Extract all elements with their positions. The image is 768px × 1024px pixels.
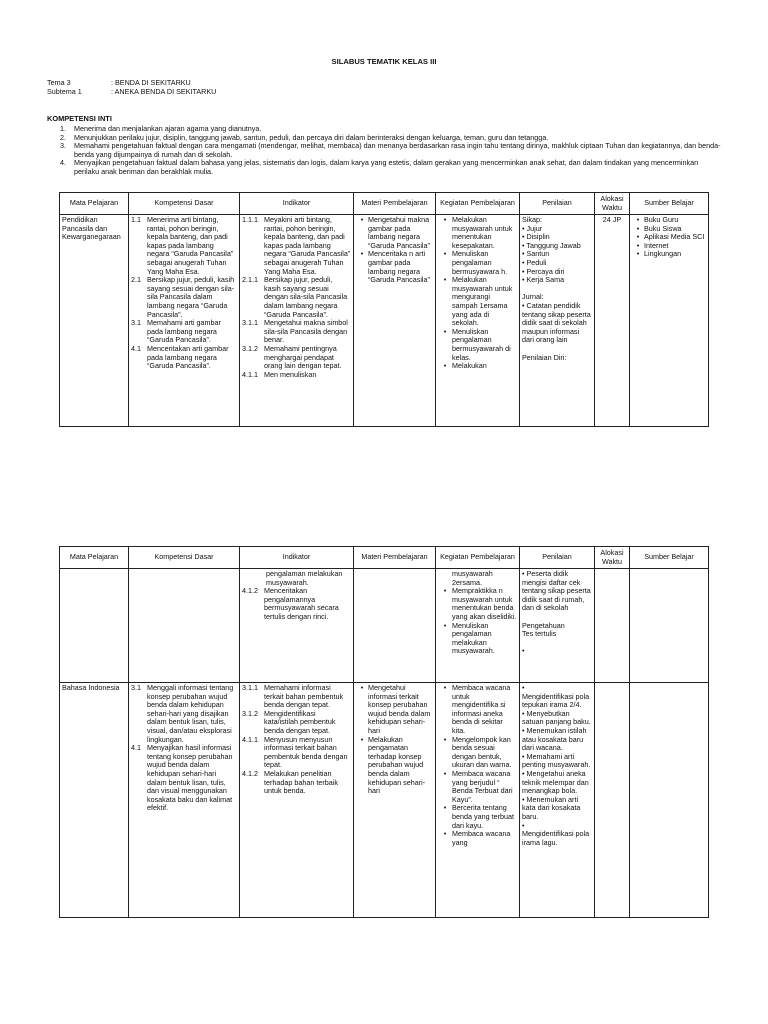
bullet-icon: • bbox=[636, 240, 640, 250]
header-indikator: Indikator bbox=[240, 547, 354, 569]
cell-penilaian bbox=[520, 683, 595, 918]
indikator-item-text: Mengidentifikasi kata/istilah pembentuk benda dengan tepat. bbox=[264, 708, 336, 735]
penilaian-line: • Peduli bbox=[522, 257, 547, 267]
penilaian-line: Sikap: bbox=[522, 215, 542, 224]
cell-sumber bbox=[630, 683, 709, 918]
kegiatan-item-text: Membaca wacana untuk mengidentifika si informasi aneka benda di sekitar kita. bbox=[452, 683, 511, 735]
header-penilaian: Penilaian bbox=[520, 193, 595, 215]
materi-item-text: Menceritaka n arti gambar pada lambang negara “Garuda Pancasila” bbox=[368, 249, 430, 285]
header-alokasi: Alokasi Waktu bbox=[595, 193, 630, 215]
header-mapel: Mata Pelajaran bbox=[60, 547, 129, 569]
indikator-item-number: 2.1.1 bbox=[242, 275, 258, 285]
kd-item bbox=[131, 319, 237, 345]
penilaian-line: • Percaya diri bbox=[522, 266, 565, 276]
ki-item-number: 3. bbox=[60, 141, 66, 151]
kegiatan-item bbox=[438, 770, 517, 804]
kd-item bbox=[131, 216, 237, 276]
header-alokasi: Alokasi Waktu bbox=[595, 547, 630, 569]
bullet-icon: • bbox=[443, 829, 447, 839]
kegiatan-item-text: Membaca wacana yang bbox=[452, 829, 511, 847]
kegiatan-item bbox=[438, 362, 517, 371]
document-title: SILABUS TEMATIK KELAS III bbox=[331, 57, 437, 66]
indikator-item-text: Menyusun menyusun informasi terkait bahan pembentuk benda dengan tepat. bbox=[264, 734, 348, 770]
kd-item-text: Menerima arti bintang, rantai, pohon beringin, kepala banteng, dan padi kapas pada lambang negara “Garuda Pancasila” sebagai anugerah Tuhan Yang Maha Esa. bbox=[147, 215, 234, 276]
table-header-row bbox=[60, 193, 709, 215]
kegiatan-item bbox=[438, 736, 517, 770]
ki-item-text: Menunjukkan perilaku jujur, disiplin, tanggung jawab, santun, peduli, dan percaya diri dalam berinteraksi dengan keluarga, teman, guru dan tetangga. bbox=[74, 132, 549, 142]
penilaian-line: • Jujur bbox=[522, 223, 543, 233]
indikator-item bbox=[242, 276, 351, 319]
bullet-icon: • bbox=[443, 275, 447, 285]
materi-item bbox=[356, 216, 433, 250]
kd-item-text: Menyajikan hasil informasi tentang konsep perubahan wujud benda dalam kehidupan sehari-hari dalam bentuk lisan, tulis, dan visual menggunakan kosakata baku dan kalimat efektif. bbox=[147, 743, 233, 813]
indikator-item-number: 3.1.1 bbox=[242, 318, 258, 328]
penilaian-line: • Menemukan arti kata dari kosakata baru. bbox=[522, 794, 581, 821]
subtema-label: Subtema 1 bbox=[47, 87, 82, 96]
indikator-item bbox=[242, 710, 351, 736]
cell-indikator bbox=[240, 569, 354, 683]
kegiatan-continued: musyawarah 2ersama. bbox=[452, 569, 493, 587]
indikator-item-number: 4.1.2 bbox=[242, 768, 258, 778]
cell-alokasi: 24 JP bbox=[595, 215, 630, 427]
table-row bbox=[60, 215, 709, 427]
kd-item bbox=[131, 684, 237, 744]
penilaian-line bbox=[522, 639, 592, 648]
kd-item-text: Menceritakan arti gambar pada lambang negara “Garuda Pancasila”. bbox=[147, 343, 229, 371]
kd-item-text: Memahami arti gambar pada lambang negara “Garuda Pancasila”. bbox=[147, 318, 221, 345]
bullet-icon: • bbox=[360, 215, 364, 224]
tema-value: : BENDA DI SEKITARKU bbox=[111, 78, 191, 87]
materi-item bbox=[356, 684, 433, 736]
syllabus-table-page2 bbox=[59, 546, 709, 918]
header-kegiatan: Kegiatan Pembelajaran bbox=[436, 193, 520, 215]
penilaian-line: Jurnal: bbox=[522, 292, 544, 302]
bullet-icon: • bbox=[636, 215, 640, 224]
indikator-item-number: 4.1.1 bbox=[242, 369, 258, 379]
cell-materi bbox=[354, 215, 436, 427]
penilaian-line: Pengetahuan bbox=[522, 620, 565, 630]
header-mapel: Mata Pelajaran bbox=[60, 193, 129, 215]
penilaian-line: • Kerja Sama bbox=[522, 275, 565, 285]
indikator-item-number: 3.1.2 bbox=[242, 708, 258, 718]
cell-kd bbox=[129, 683, 240, 918]
ki-item-number: 4. bbox=[60, 158, 66, 168]
kegiatan-item bbox=[438, 250, 517, 276]
bullet-icon: • bbox=[360, 734, 364, 744]
cell-materi bbox=[354, 683, 436, 918]
indikator-item-text: Memahami pentingnya menghargai pendapat orang lain dengan tepat. bbox=[264, 343, 342, 371]
ki-item-text: Menerima dan menjalankan ajaran agama yang dianutnya. bbox=[74, 124, 262, 133]
kegiatan-item bbox=[438, 684, 517, 736]
kegiatan-item bbox=[438, 276, 517, 328]
indikator-item bbox=[242, 587, 351, 621]
indikator-item-number: 4.1.1 bbox=[242, 734, 258, 744]
bullet-icon: • bbox=[443, 768, 447, 778]
penilaian-line: • Menemukan istilah atau kosakata baru dari wacana. bbox=[522, 725, 587, 753]
sumber-item-text: Lingkungan bbox=[644, 249, 682, 259]
header-materi: Materi Pembelajaran bbox=[354, 193, 436, 215]
kd-item-number: 1.1 bbox=[131, 215, 141, 224]
indikator-item bbox=[242, 371, 351, 380]
indikator-item-text: Meyakini arti bintang, rantai, pohon beringin, kepala banteng, dan padi kapas pada lambang negara “Garuda Pancasila” sebagai anugerah Tuhan Yang Maha Esa. bbox=[264, 215, 351, 276]
kd-item bbox=[131, 345, 237, 371]
ki-item-number: 1. bbox=[60, 124, 66, 133]
kegiatan-item-text: Melakukan musyawarah untuk mengurangi sampah 1ersama yang ada di sekolah. bbox=[452, 275, 513, 328]
header-kd: Kompetensi Dasar bbox=[129, 193, 240, 215]
sumber-item-text: Aplikasi Media SCI bbox=[644, 232, 705, 242]
bullet-icon: • bbox=[636, 249, 640, 259]
indikator-item bbox=[242, 684, 351, 710]
cell-sumber bbox=[630, 569, 709, 683]
materi-item-text: Melakukan pengamatan terhadap konsep perubahan wujud benda dalam kehidupan sehari-hari bbox=[368, 734, 426, 796]
indikator-item bbox=[242, 216, 351, 276]
header-kegiatan: Kegiatan Pembelajaran bbox=[436, 547, 520, 569]
indikator-item bbox=[242, 345, 351, 371]
cell-kegiatan bbox=[436, 683, 520, 918]
penilaian-line: • bbox=[522, 820, 525, 830]
bullet-icon: • bbox=[443, 249, 447, 259]
bullet-icon: • bbox=[443, 586, 447, 596]
header-sumber: Sumber Belajar bbox=[630, 193, 709, 215]
penilaian-line: Penilaian Diri: bbox=[522, 352, 567, 362]
bullet-icon: • bbox=[360, 683, 364, 692]
penilaian-line: • Disiplin bbox=[522, 232, 550, 242]
indikator-item-text: Menceritakan pengalamannya bermusyawarah secara tertulis dengan rinci. bbox=[264, 586, 339, 621]
kd-item bbox=[131, 744, 237, 813]
bullet-icon: • bbox=[443, 215, 447, 224]
materi-item-text: Mengetahui informasi terkait konsep perubahan wujud benda dalam kehidupan sehari-hari bbox=[368, 683, 431, 735]
indikator-item-number: 3.1.1 bbox=[242, 683, 258, 692]
kd-item-number: 3.1 bbox=[131, 318, 141, 328]
penilaian-line: • bbox=[522, 646, 525, 656]
indikator-item-text: Memahami informasi terkait bahan pembentuk benda dengan tepat. bbox=[264, 683, 344, 710]
penilaian-line: • Catatan pendidik tentang sikap peserta didik saat di sekolah maupun informasi dari orang lain bbox=[522, 300, 591, 345]
indikator-item-number: 4.1.2 bbox=[242, 586, 258, 596]
indikator-item bbox=[242, 736, 351, 770]
header-sumber: Sumber Belajar bbox=[630, 547, 709, 569]
penilaian-line: Mengidentifikasi pola irama lagu. bbox=[522, 829, 590, 847]
indikator-item-text: Melakukan penelitian terhadap bahan terbaik untuk benda. bbox=[264, 768, 338, 796]
penilaian-line: • Peserta didik mengisi daftar cek tentang sikap peserta didik saat di rumah, dan di sekolah bbox=[522, 569, 591, 613]
kegiatan-item bbox=[438, 216, 517, 250]
subtema-value: : ANEKA BENDA DI SEKITARKU bbox=[111, 87, 217, 96]
kegiatan-item-text: Membaca wacana yang berjudul “ Benda Terbuat dari Kayu”. bbox=[452, 768, 513, 804]
sumber-item-text: Buku Guru bbox=[644, 215, 679, 224]
cell-kd bbox=[129, 569, 240, 683]
cell-penilaian bbox=[520, 215, 595, 427]
kd-item-number: 3.1 bbox=[131, 683, 141, 692]
bullet-icon: • bbox=[443, 361, 447, 371]
kegiatan-item-text: Menuliskan pengalaman bermusyawarah di kelas. bbox=[452, 326, 511, 362]
kd-item-text: Bersikap jujur, peduli, kasih sayang sesuai dengan sila-sila Pancasila dalam lambang negara “Garuda Pancasila”. bbox=[147, 275, 235, 319]
materi-item bbox=[356, 736, 433, 796]
cell-penilaian bbox=[520, 569, 595, 683]
indikator-item bbox=[242, 770, 351, 796]
kd-item-number: 4.1 bbox=[131, 743, 141, 753]
header-penilaian: Penilaian bbox=[520, 547, 595, 569]
ki-item-text: Menyajikan pengetahuan faktual dalam bahasa yang jelas, sistematis dan logis, dalam karya yang estetis, dalam gerakan yang mencerminkan anak sehat, dan dalam tindakan yang mencerminkan perilaku anak beriman dan berakhlak mulia. bbox=[74, 158, 699, 176]
penilaian-line: • Santun bbox=[522, 249, 550, 259]
bullet-icon: • bbox=[443, 734, 447, 744]
bullet-icon: • bbox=[443, 326, 447, 336]
bullet-icon: • bbox=[360, 249, 364, 259]
cell-mapel bbox=[60, 569, 129, 683]
indikator-item-text: Bersikap jujur, peduli, kasih sayang sesuai dengan sila-sila Pancasila dalam lambang negara “Garuda Pancasila”. bbox=[264, 275, 348, 319]
cell-sumber bbox=[630, 215, 709, 427]
header-indikator: Indikator bbox=[240, 193, 354, 215]
kd-item bbox=[131, 276, 237, 319]
ki-item bbox=[60, 159, 725, 176]
materi-item bbox=[356, 250, 433, 284]
penilaian-line: • bbox=[522, 683, 525, 692]
cell-alokasi bbox=[595, 683, 630, 918]
kegiatan-item-text: Melakukan bbox=[452, 361, 487, 371]
cell-materi bbox=[354, 569, 436, 683]
kd-item-text: Menggali informasi tentang konsep perubahan wujud benda dalam kehidupan sehari-hari yang disajikan dalam bentuk lisan, tulis, visual, dan/atau eksplorasi lingkungan. bbox=[147, 683, 234, 744]
ki-list bbox=[60, 125, 725, 177]
penilaian-line: • Mengetahui aneka teknik melempar dan menangkap bola. bbox=[522, 768, 589, 796]
subtema-row bbox=[47, 88, 216, 97]
cell-kd bbox=[129, 215, 240, 427]
tema-label: Tema 3 bbox=[47, 78, 71, 87]
indikator-item-number: 1.1.1 bbox=[242, 215, 258, 224]
table-row bbox=[60, 683, 709, 918]
header-materi: Materi Pembelajaran bbox=[354, 547, 436, 569]
penilaian-line: • Memahami arti penting musyawarah. bbox=[522, 751, 591, 770]
sumber-item-text: Internet bbox=[644, 240, 669, 250]
penilaian-line: • Tanggung Jawab bbox=[522, 240, 581, 250]
kegiatan-item bbox=[438, 587, 517, 621]
cell-kegiatan bbox=[436, 215, 520, 427]
document-meta bbox=[47, 79, 216, 97]
header-kd: Kompetensi Dasar bbox=[129, 547, 240, 569]
cell-kegiatan bbox=[436, 569, 520, 683]
cell-indikator bbox=[240, 215, 354, 427]
table-row bbox=[60, 569, 709, 683]
sumber-item-text: Buku Siswa bbox=[644, 223, 682, 233]
kegiatan-item bbox=[438, 328, 517, 362]
kd-item-number: 2.1 bbox=[131, 275, 141, 285]
bullet-icon: • bbox=[636, 223, 640, 233]
indikator-continued: pengalaman melakukan musyawarah. bbox=[266, 569, 343, 587]
cell-alokasi bbox=[595, 569, 630, 683]
indikator-item bbox=[242, 319, 351, 345]
materi-item-text: Mengetahui makna gambar pada lambang negara “Garuda Pancasila” bbox=[368, 215, 430, 250]
cell-mapel: Pendidikan Pancasila dan Kewarganegaraan bbox=[60, 215, 129, 427]
indikator-item-number: 3.1.2 bbox=[242, 343, 258, 353]
kegiatan-item-text: Melakukan musyawarah untuk menentukan kesepakatan. bbox=[452, 215, 513, 250]
ki-item-number: 2. bbox=[60, 132, 66, 142]
kegiatan-item bbox=[438, 804, 517, 830]
kegiatan-item-text: Menuliskan pengalaman melakukan musyawarah. bbox=[452, 620, 495, 656]
kegiatan-item-text: Menuliskan pengalaman bermusyawara h. bbox=[452, 249, 508, 276]
bullet-icon: • bbox=[443, 620, 447, 630]
penilaian-line: Tes tertulis bbox=[522, 629, 557, 639]
ki-item-text: Memahami pengetahuan faktual dengan cara mengamati (mendengar, melihat, membaca) dan menanya berdasarkan rasa ingin tahu tentang dirinya, makhluk ciptaan Tuhan dan kegiatannya, dan benda-benda yang dijumpainya di rumah dan di sekolah. bbox=[74, 141, 721, 159]
ki-item bbox=[60, 142, 725, 159]
indikator-item-text: Mengetahui makna simbol sila-sila Pancasila dengan benar. bbox=[264, 318, 348, 345]
kegiatan-item-text: Mengelompok kan benda sesuai dengan bentuk, ukuran dan warna. bbox=[452, 734, 512, 770]
bullet-icon: • bbox=[443, 683, 447, 692]
kegiatan-item bbox=[438, 830, 517, 847]
penilaian-line: Mengidentifikasi pola tepukan irama 2/4. bbox=[522, 691, 590, 710]
bullet-icon: • bbox=[443, 803, 447, 813]
cell-indikator bbox=[240, 683, 354, 918]
indikator-item-text: Men menuliskan bbox=[264, 369, 317, 379]
kegiatan-item bbox=[438, 622, 517, 656]
kd-item-number: 4.1 bbox=[131, 343, 141, 353]
ki-heading: KOMPETENSI INTI bbox=[47, 114, 112, 123]
penilaian-line: • Menyebutkan satuan panjang baku. bbox=[522, 708, 591, 727]
kegiatan-item-text: Mempraktikka n musyawarah untuk menentukan benda yang akan diselidiki. bbox=[452, 586, 517, 621]
cell-mapel: Bahasa Indonesia bbox=[60, 683, 129, 918]
table-header-row bbox=[60, 547, 709, 569]
bullet-icon: • bbox=[636, 232, 640, 242]
syllabus-table-page1 bbox=[59, 192, 709, 427]
sumber-item bbox=[632, 250, 706, 259]
kegiatan-item-text: Bercerita tentang benda yang terbuat dari kayu. bbox=[452, 803, 514, 830]
